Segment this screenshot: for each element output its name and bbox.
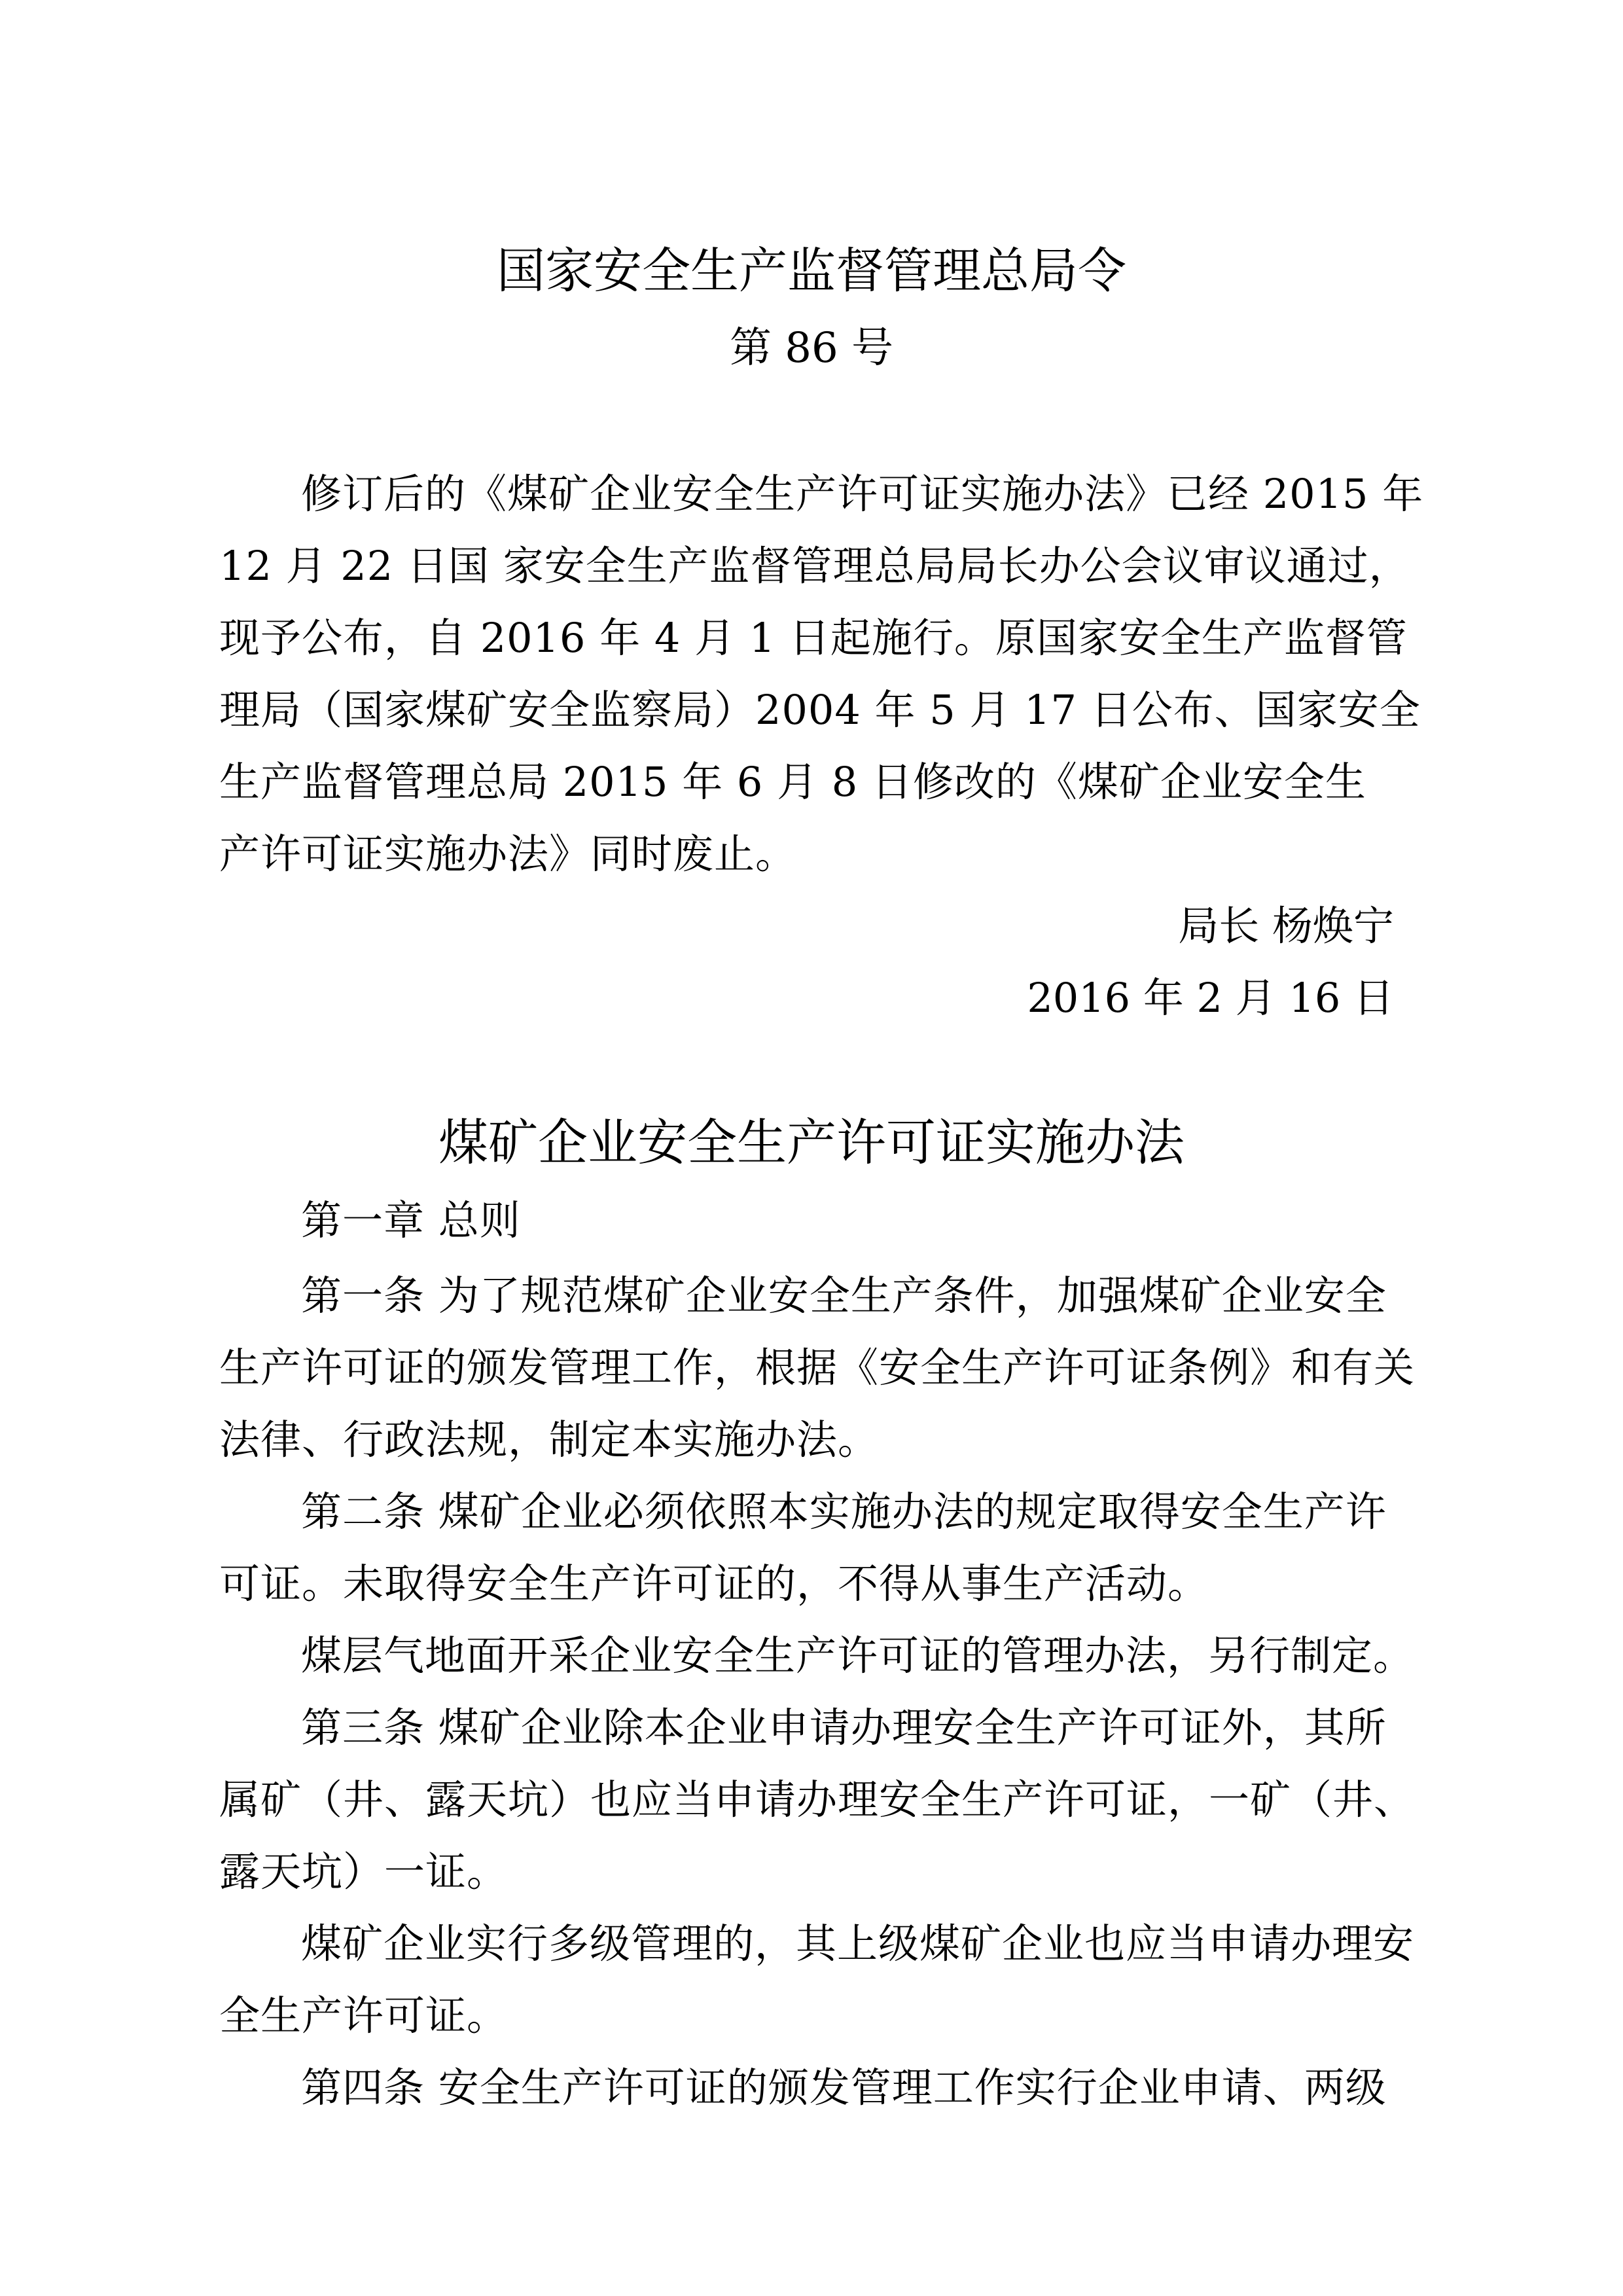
law-text-line: 煤矿企业实行多级管理的，其上级煤矿企业也应当申请办理安 — [301, 1920, 1415, 1967]
law-text-line: 露天坑）一证。 — [219, 1848, 508, 1895]
law-text-line: 全生产许可证。 — [219, 1992, 508, 2039]
order-paragraph-line: 理局（国家煤矿安全监察局）2004 年 5 月 17 日公布、国家安全 — [219, 686, 1421, 734]
order-title: 国家安全生产监督管理总局令 — [497, 243, 1126, 299]
law-text-line: 法律、行政法规，制定本实施办法。 — [219, 1416, 880, 1463]
law-text-line: 生产许可证的颁发管理工作，根据《安全生产许可证条例》和有关 — [219, 1344, 1416, 1391]
law-text-line: 属矿（井、露天坑）也应当申请办理安全生产许可证，一矿（井、 — [219, 1776, 1416, 1823]
order-paragraph-line: 12 月 22 日国 家安全生产监督管理总局局长办公会议审议通过， — [219, 542, 1410, 590]
chapter-heading: 第一章 总则 — [301, 1196, 521, 1244]
law-text-line: 第三条 煤矿企业除本企业申请办理安全生产许可证外，其所 — [301, 1704, 1387, 1751]
law-text-line: 第二条 煤矿企业必须依照本实施办法的规定取得安全生产许 — [301, 1488, 1387, 1535]
order-paragraph-line: 修订后的《煤矿企业安全生产许可证实施办法》已经 2015 年 — [301, 470, 1424, 518]
law-title: 煤矿企业安全生产许可证实施办法 — [438, 1113, 1185, 1172]
order-paragraph-line: 产许可证实施办法》同时废止。 — [219, 830, 797, 878]
law-text-line: 第四条 安全生产许可证的颁发管理工作实行企业申请、两级 — [301, 2064, 1387, 2111]
law-text-line: 第一条 为了规范煤矿企业安全生产条件，加强煤矿企业安全 — [301, 1272, 1387, 1319]
issue-date: 2016 年 2 月 16 日 — [1027, 974, 1394, 1022]
signature: 局长 杨焕宁 — [1178, 902, 1394, 950]
order-paragraph-line: 现予公布，自 2016 年 4 月 1 日起施行。原国家安全生产监督管 — [219, 614, 1408, 662]
order-number: 第 86 号 — [729, 324, 894, 372]
law-text-line: 可证。未取得安全生产许可证的，不得从事生产活动。 — [219, 1560, 1209, 1607]
law-text-line: 煤层气地面开采企业安全生产许可证的管理办法，另行制定。 — [301, 1632, 1415, 1679]
order-paragraph-line: 生产监督管理总局 2015 年 6 月 8 日修改的《煤矿企业安全生 — [219, 758, 1366, 806]
